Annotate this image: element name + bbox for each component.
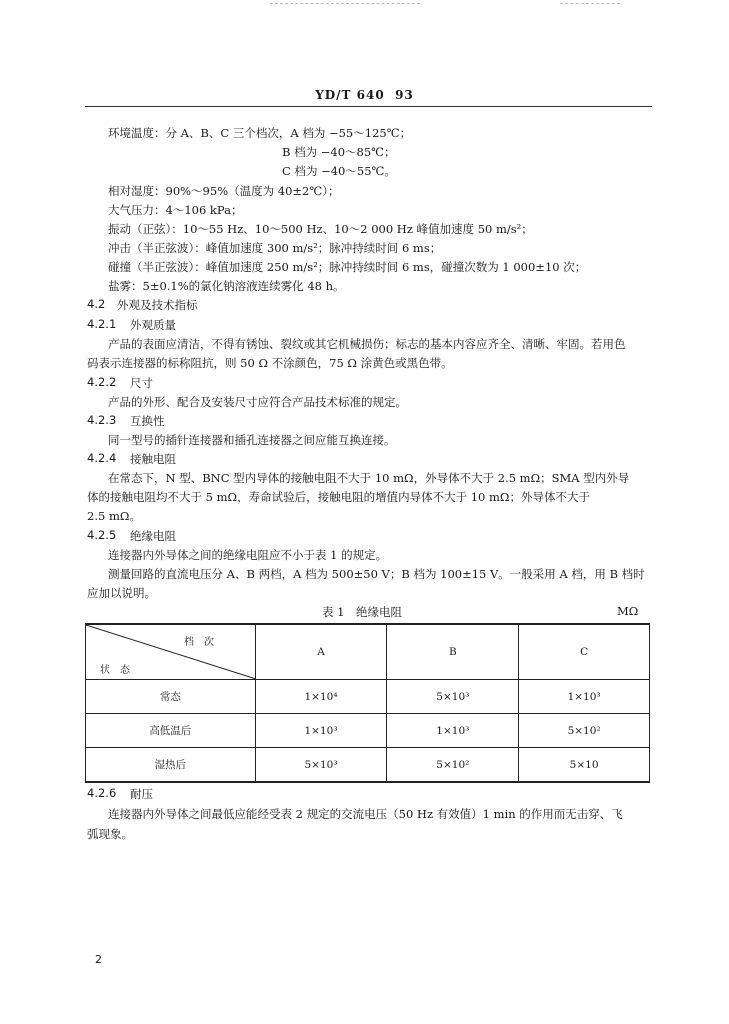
section-4-2-number: 4.2 [87,297,106,311]
section-4-2-6-text-1: 连接器内外导体之间最低应能经受表 2 规定的交流电压（50 Hz 有效值）1 min 的作用而无击穿、飞 [108,807,623,821]
section-4-2-5-text-3: 应加以说明。 [87,586,156,600]
section-4-2-3-text: 同一型号的插针连接器和插孔连接器之间应能互换连接。 [108,433,396,447]
section-4-2-2-title: 尺寸 [130,376,153,390]
section-4-2-4-number: 4.2.4 [87,451,117,465]
scan-artifact [560,3,620,4]
corner-label-state: 状 态 [100,665,130,676]
cell-c: 5×10² [519,714,650,748]
col-header-b: B [387,624,519,680]
section-4-2-6-text-2: 弧现象。 [87,827,133,841]
insulation-resistance-table [85,623,650,783]
env-pressure: 大气压力：4～106 kPa； [108,203,243,217]
table-row [86,714,650,748]
header-rule [85,106,652,107]
table-1-unit: MΩ [617,604,639,618]
section-4-2-1-text-2: 码表示连接器的标称阻抗，则 50 Ω 不涂颜色，75 Ω 涂黄色或黑色带。 [87,356,453,370]
section-4-2-5-number: 4.2.5 [87,528,117,542]
section-4-2-3-number: 4.2.3 [87,413,117,427]
env-salt-spray: 盐雾：5±0.1%的氯化钠溶液连续雾化 48 h。 [108,279,345,293]
section-4-2-2-number: 4.2.2 [87,375,117,389]
corner-label-grade: 档 次 [184,637,214,648]
env-shock: 冲击（半正弦波）：峰值加速度 300 m/s²；脉冲持续时间 6 ms； [108,241,442,255]
section-4-2-4-text-3: 2.5 mΩ。 [87,509,141,523]
section-4-2-1-number: 4.2.1 [87,317,117,331]
cell-b: 1×10³ [387,714,519,748]
section-4-2-title: 外观及技术指标 [117,298,198,312]
table-1-caption: 表 1 绝缘电阻 [322,605,402,619]
env-vibration: 振动（正弦）：10～55 Hz、10～500 Hz、10～2 000 Hz 峰值加速度 50 m/s²； [108,222,533,236]
scan-artifact [270,3,420,4]
cell-c: 1×10³ [519,680,650,714]
env-bump: 碰撞（半正弦波）：峰值加速度 250 m/s²；脉冲持续时间 6 ms，碰撞次数为 1 000±10 次； [108,260,587,274]
section-4-2-6-number: 4.2.6 [87,786,117,800]
row-state: 高低温后 [86,714,256,748]
env-humidity: 相对湿度：90%～95%（温度为 40±2℃）； [108,184,340,198]
section-4-2-5-text-1: 连接器内外导体之间的绝缘电阻应不小于表 1 的规定。 [108,548,388,562]
row-state: 湿热后 [86,748,256,783]
cell-a: 5×10³ [255,748,387,783]
section-4-2-3-title: 互换性 [130,414,165,428]
section-4-2-1-text-1: 产品的表面应清洁，不得有锈蚀、裂纹或其它机械损伤；标志的基本内容应齐全、清晰、牢固。若用色 [108,337,626,351]
env-temperature-c: C 档为 −40～55℃。 [282,164,396,178]
section-4-2-4-text-2: 体的接触电阻均不大于 5 mΩ，寿命试验后，接触电阻的增值内导体不大于 10 mΩ；外导体不大于 [87,490,590,504]
page-number: 2 [95,953,102,966]
section-4-2-1-title: 外观质量 [130,318,176,332]
section-4-2-6-title: 耐压 [130,787,153,801]
env-temperature-b: B 档为 −40～85℃； [282,145,396,159]
table-corner-cell [86,624,256,680]
cell-a: 1×10³ [255,714,387,748]
col-header-c: C [519,624,650,680]
table-header-row [86,624,650,680]
cell-b: 5×10² [387,748,519,783]
cell-c: 5×10 [519,748,650,783]
section-4-2-5-text-2: 测量回路的直流电压分 A、B 两档，A 档为 500±50 V；B 档为 100±15 V。一般采用 A 档，用 B 档时 [108,567,645,581]
section-4-2-5-title: 绝缘电阻 [130,529,176,543]
section-4-2-4-title: 接触电阻 [130,452,176,466]
row-state: 常态 [86,680,256,714]
section-4-2-4-text-1: 在常态下，N 型、BNC 型内导体的接触电阻不大于 10 mΩ，外导体不大于 2.5 mΩ；SMA 型内外导 [108,471,630,485]
cell-a: 1×10⁴ [255,680,387,714]
env-temperature: 环境温度：分 A、B、C 三个档次，A 档为 −55～125℃； [108,126,412,140]
table-row [86,748,650,783]
section-4-2-2-text: 产品的外形、配合及安装尺寸应符合产品技术标准的规定。 [108,395,407,409]
standard-header: YD/T 640 93 [315,88,414,102]
cell-b: 5×10³ [387,680,519,714]
table-row [86,680,650,714]
col-header-a: A [255,624,387,680]
